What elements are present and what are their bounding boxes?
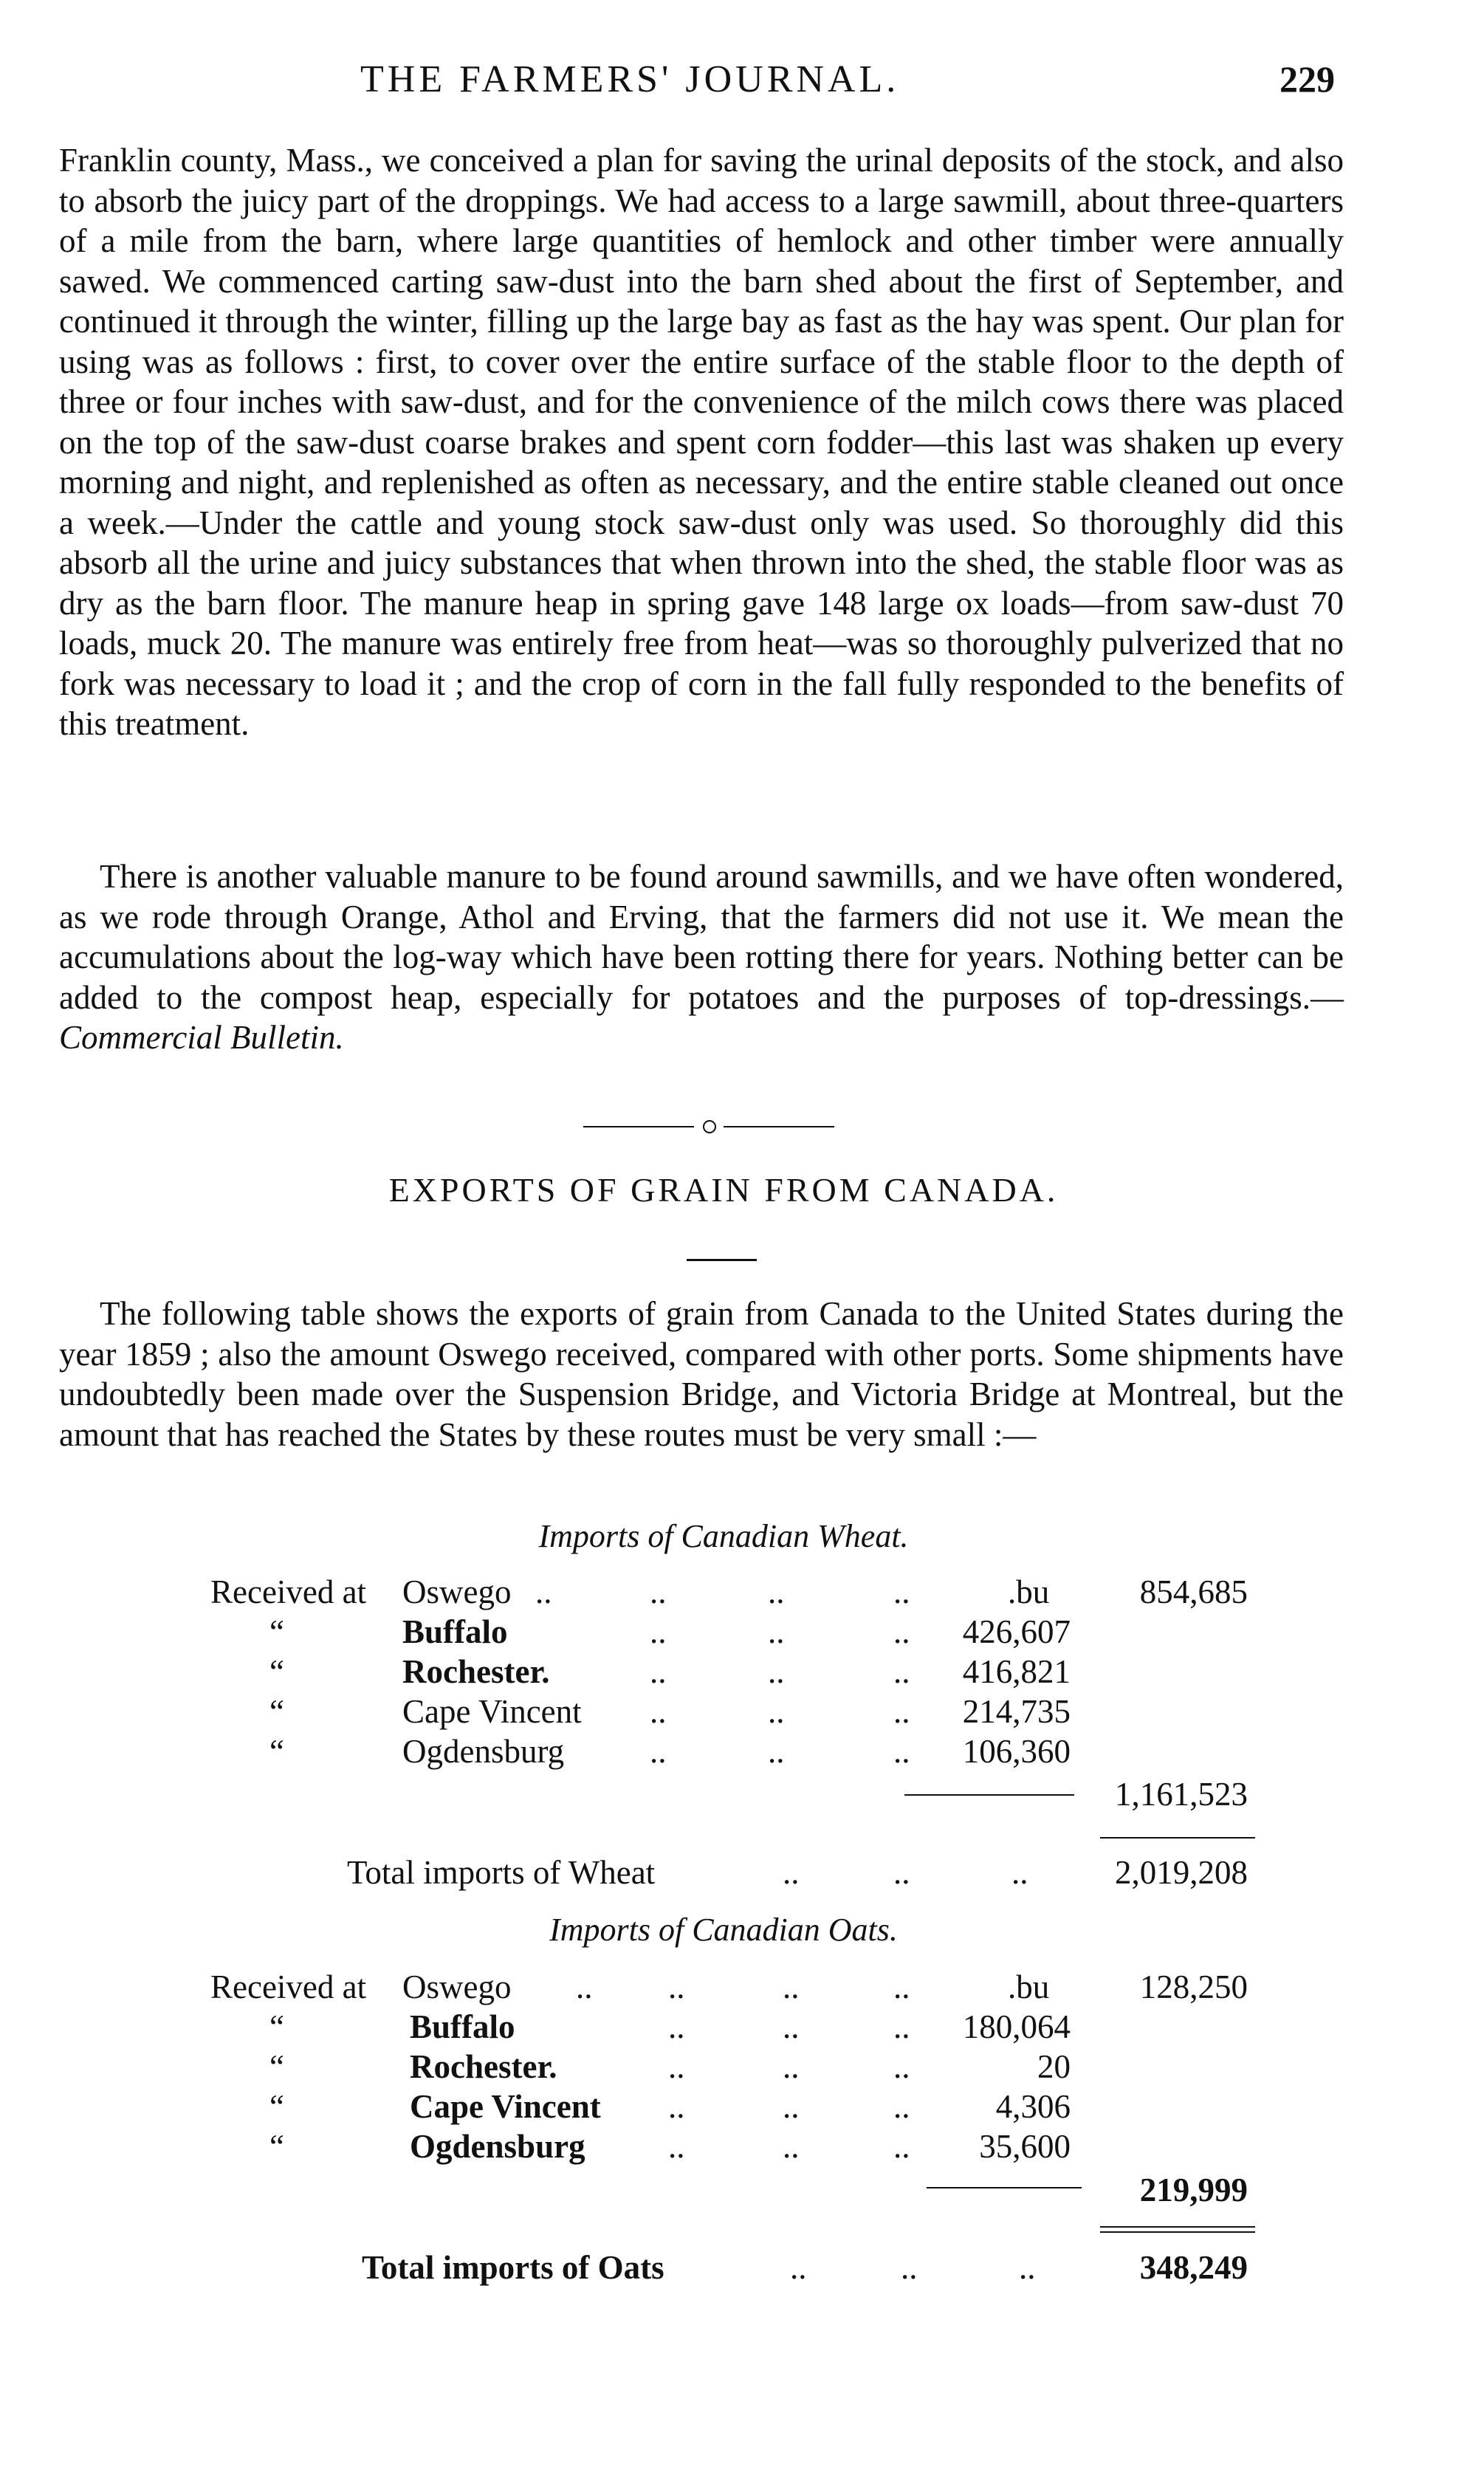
leader-dots: .. bbox=[576, 1968, 593, 2005]
leader-dots: .. bbox=[893, 1968, 910, 2005]
leader-dots: .. bbox=[668, 2128, 685, 2165]
leader-dots: .. bbox=[535, 1573, 552, 1610]
leader-dots: .. bbox=[668, 1968, 685, 2005]
leader-dots: .. bbox=[768, 1693, 785, 1730]
oats-row bbox=[0, 2008, 1447, 2047]
row-amount: 416,821 bbox=[962, 1653, 1071, 1690]
section-heading: EXPORTS OF GRAIN FROM CANADA. bbox=[388, 1171, 1059, 1209]
unit-label: .bu bbox=[1008, 1573, 1050, 1610]
section-intro-paragraph: The following table shows the exports of grain from Canada to the United States during the year 1859 ; also the amount Oswego received, compared with other ports. Some shipments have undoubtedly been made over the Suspension Bridge, and Victoria Bridge at Montreal, but the amount that has reached the States by these routes must be very small :— bbox=[59, 1295, 1344, 1453]
row-prefix: Received at bbox=[210, 1573, 367, 1610]
divider-line-left bbox=[583, 1126, 694, 1127]
place-name: Oswego bbox=[402, 1968, 512, 2005]
total-label: Total imports of Wheat bbox=[347, 1854, 656, 1891]
wheat-subtotal-row bbox=[0, 1775, 1447, 1815]
leader-dots: .. bbox=[783, 2128, 800, 2165]
leader-dots: .. bbox=[893, 1653, 910, 1690]
row-amount: 35,600 bbox=[979, 2128, 1071, 2165]
running-head bbox=[65, 58, 1335, 109]
wheat-total: 2,019,208 bbox=[1115, 1854, 1248, 1891]
leader-dots: .. bbox=[893, 1854, 910, 1891]
place-name: Ogdensburg bbox=[402, 1733, 565, 1770]
oats-table-title: Imports of Canadian Oats. bbox=[549, 1912, 898, 1948]
row-amount: 854,685 bbox=[1139, 1573, 1248, 1610]
leader-dots: .. bbox=[783, 2088, 800, 2125]
oats-row bbox=[0, 2127, 1447, 2167]
unit-label: .bu bbox=[1008, 1968, 1050, 2005]
total-rule-double bbox=[1100, 2231, 1255, 2233]
leader-dots: .. bbox=[668, 2048, 685, 2085]
ditto-mark: “ bbox=[269, 2128, 284, 2165]
wheat-row bbox=[0, 1732, 1447, 1772]
divider-line-right bbox=[724, 1126, 834, 1127]
leader-dots: .. bbox=[893, 2008, 910, 2045]
oats-subtotal: 219,999 bbox=[1139, 2172, 1248, 2208]
row-amount: 4,306 bbox=[995, 2088, 1071, 2125]
row-amount: 426,607 bbox=[962, 1613, 1071, 1650]
page-number: 229 bbox=[1279, 58, 1335, 100]
row-amount: 214,735 bbox=[962, 1693, 1071, 1730]
leader-dots: .. bbox=[783, 2008, 800, 2045]
place-name: Cape Vincent bbox=[402, 1693, 582, 1730]
ditto-mark: “ bbox=[269, 1653, 284, 1690]
place-name: Buffalo bbox=[402, 1613, 508, 1650]
leader-dots: .. bbox=[893, 2128, 910, 2165]
leader-dots: .. bbox=[668, 2088, 685, 2125]
ditto-mark: “ bbox=[269, 1613, 284, 1650]
ditto-mark: “ bbox=[269, 2048, 284, 2085]
wheat-row bbox=[0, 1613, 1447, 1652]
leader-dots: .. bbox=[893, 1613, 910, 1650]
row-amount: 106,360 bbox=[962, 1733, 1071, 1770]
total-rule bbox=[1100, 2226, 1255, 2228]
ditto-mark: “ bbox=[269, 2008, 284, 2045]
leader-dots: .. bbox=[790, 2249, 807, 2286]
place-name: Buffalo bbox=[410, 2008, 515, 2045]
divider-circle bbox=[703, 1120, 716, 1133]
oats-total-row bbox=[0, 2248, 1447, 2288]
leader-dots: .. bbox=[650, 1693, 667, 1730]
source-citation: Commercial Bulletin. bbox=[59, 1019, 344, 1056]
leader-dots: .. bbox=[783, 1968, 800, 2005]
oats-subtotal-row bbox=[0, 2171, 1447, 2211]
leader-dots: .. bbox=[893, 1733, 910, 1770]
leader-dots: .. bbox=[783, 2048, 800, 2085]
total-rule bbox=[1100, 1837, 1255, 1839]
oats-total: 348,249 bbox=[1139, 2249, 1248, 2286]
wheat-row bbox=[0, 1692, 1447, 1732]
article-paragraph-1: Franklin county, Mass., we conceived a plan for saving the urinal deposits of the stock, and also to absorb the juicy part of the droppings. We had access to a large sawmill, about three-quarters of a mile from the barn, where large quantities of hemlock and other timber were annually sawed. We commenced carting saw-dust into the barn shed about the first of September, and continued it through the winter, filling up the large bay as fast as the hay was spent. Our plan for using was as follows : first, to cover over the entire surface of the stable floor to the depth of three or four inches with saw-dust, and for the convenience of the milch cows there was placed on the top of the saw-dust coarse brakes and spent corn fodder—this last was shaken up every morning and night, and replenished as often as necessary, and the entire stable cleaned out once a week.—Under the cattle and young stock saw-dust only was used. So thoroughly did this absorb all the urine and juicy substances that when thrown into the shed, the stable floor was as dry as the barn floor. The manure heap in spring gave 148 large ox loads—from saw-dust 70 loads, muck 20. The manure was entirely free from heat—was so thoroughly pulverized that no fork was necessary to load it ; and the crop of corn in the fall fully responded to the benefits of this treatment. bbox=[59, 142, 1344, 742]
leader-dots: .. bbox=[783, 1854, 800, 1891]
row-amount: 20 bbox=[1037, 2048, 1071, 2085]
row-amount: 128,250 bbox=[1139, 1968, 1248, 2005]
leader-dots: .. bbox=[1011, 1854, 1028, 1891]
oats-row bbox=[0, 2087, 1447, 2127]
leader-dots: .. bbox=[650, 1613, 667, 1650]
section-divider-ornament bbox=[583, 1115, 834, 1137]
leader-dots: .. bbox=[893, 1573, 910, 1610]
place-name: Rochester. bbox=[410, 2048, 557, 2085]
total-label: Total imports of Oats bbox=[362, 2249, 664, 2286]
place-name: Rochester. bbox=[402, 1653, 550, 1690]
leader-dots: .. bbox=[893, 2088, 910, 2125]
wheat-row bbox=[0, 1573, 1447, 1613]
leader-dots: .. bbox=[650, 1653, 667, 1690]
leader-dots: .. bbox=[901, 2249, 918, 2286]
wheat-table-title: Imports of Canadian Wheat. bbox=[538, 1518, 909, 1554]
wheat-total-row bbox=[0, 1853, 1447, 1893]
leader-dots: .. bbox=[768, 1653, 785, 1690]
leader-dots: .. bbox=[668, 2008, 685, 2045]
ditto-mark: “ bbox=[269, 1733, 284, 1770]
leader-dots: .. bbox=[768, 1733, 785, 1770]
row-amount: 180,064 bbox=[962, 2008, 1071, 2045]
leader-dots: .. bbox=[1019, 2249, 1036, 2286]
row-prefix: Received at bbox=[210, 1968, 367, 2005]
place-name: Ogdensburg bbox=[410, 2128, 585, 2165]
leader-dots: .. bbox=[893, 2048, 910, 2085]
place-name: Cape Vincent bbox=[410, 2088, 601, 2125]
leader-dots: .. bbox=[768, 1613, 785, 1650]
article-paragraph-2-text: There is another valuable manure to be found around sawmills, and we have often wondered, as we rode through Orange, Athol and Erving, that the farmers did not use it. We mean the accumulations about the log-way which have been rotting there for years. Nothing better can be added to the compost heap, especially for potatoes and the purposes of top-dressings.— bbox=[59, 858, 1344, 1016]
leader-dots: .. bbox=[650, 1573, 667, 1610]
leader-dots: .. bbox=[650, 1733, 667, 1770]
article-paragraph-2 bbox=[59, 856, 1344, 1058]
ditto-mark: “ bbox=[269, 1693, 284, 1730]
wheat-row bbox=[0, 1652, 1447, 1692]
wheat-subtotal: 1,161,523 bbox=[1115, 1776, 1248, 1813]
leader-dots: .. bbox=[893, 1693, 910, 1730]
place-name: Oswego bbox=[402, 1573, 512, 1610]
oats-row bbox=[0, 1968, 1447, 2008]
leader-dots: .. bbox=[768, 1573, 785, 1610]
ditto-mark: “ bbox=[269, 2088, 284, 2125]
heading-short-rule bbox=[687, 1259, 757, 1261]
oats-row bbox=[0, 2047, 1447, 2087]
running-title: THE FARMERS' JOURNAL. bbox=[360, 58, 900, 100]
